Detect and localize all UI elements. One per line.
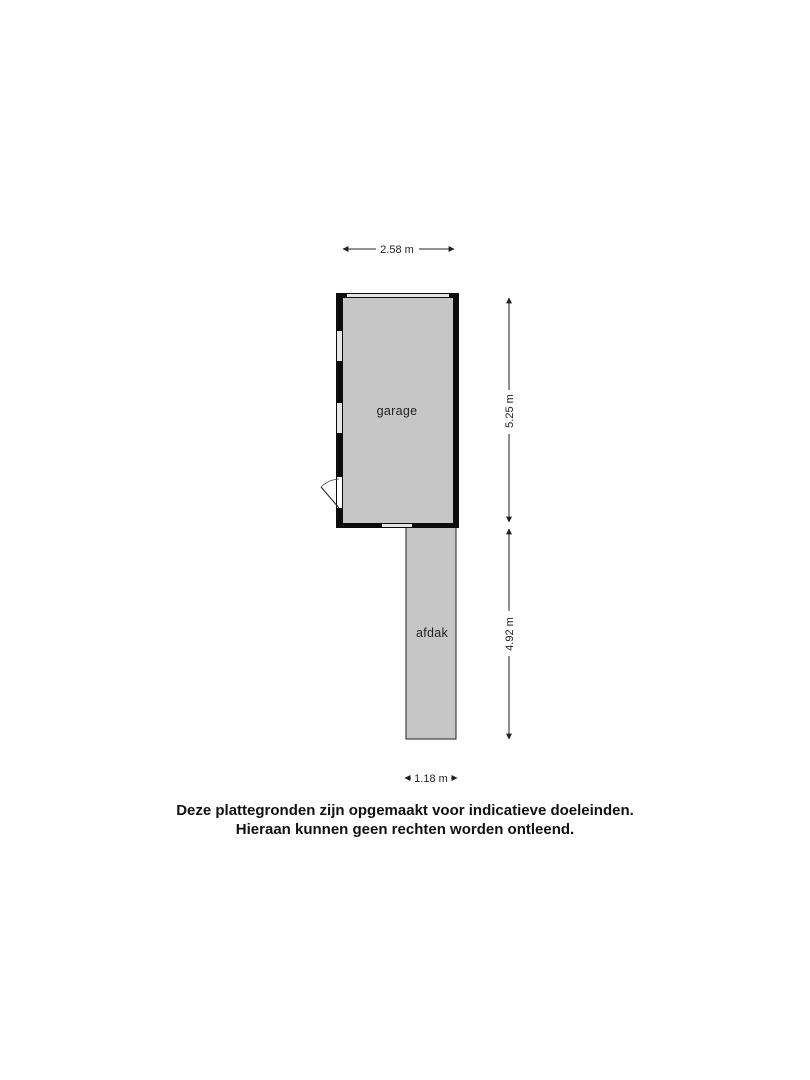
window-left-lower (337, 403, 342, 433)
dimension-afdak-length (504, 529, 516, 739)
disclaimer-line-1: Deze plattegronden zijn opgemaakt voor indicatieve doeleinden. (176, 802, 634, 819)
dimension-garage-width (343, 244, 454, 256)
dimension-garage-length (504, 298, 516, 522)
dimension-label-garage-length: 5.25 m (504, 394, 516, 428)
passage-opening (382, 524, 412, 527)
dimension-afdak-width (405, 773, 457, 785)
afdak-label: afdak (415, 626, 449, 640)
dimension-label-garage-width: 2.58 m (380, 244, 414, 256)
window-left-upper (337, 331, 342, 361)
side-door (321, 477, 342, 508)
dimension-label-afdak-width: 1.18 m (414, 773, 448, 785)
garage-label: garage (376, 404, 418, 418)
garage-door-opening (347, 294, 449, 297)
dimension-label-afdak-length: 4.92 m (504, 617, 516, 651)
disclaimer-line-2: Hieraan kunnen geen rechten worden ontleend. (235, 821, 575, 838)
